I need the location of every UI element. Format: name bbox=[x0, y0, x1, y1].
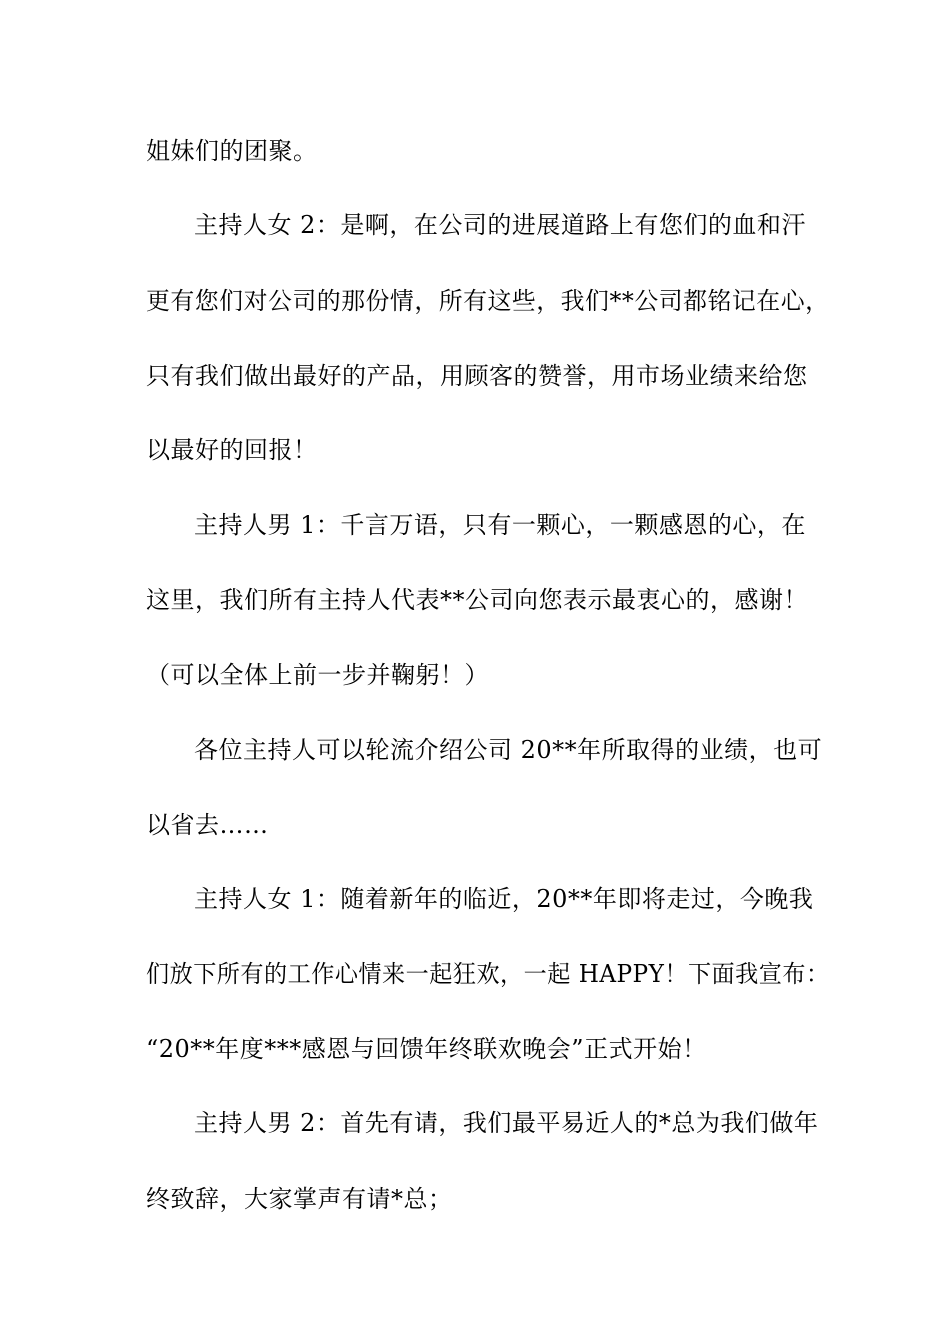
paragraph-line: 主持人男 2：首先有请，我们最平易近人的*总为我们做年 bbox=[194, 1109, 819, 1137]
text-line: 姐妹们的团聚。 bbox=[146, 137, 318, 165]
text-line: 以省去…… bbox=[146, 811, 269, 839]
text-line: 这里，我们所有主持人代表**公司向您表示最衷心的，感谢！ bbox=[146, 586, 808, 614]
paragraph-line: 各位主持人可以轮流介绍公司 20**年所取得的业绩，也可 bbox=[194, 736, 823, 764]
text-line: 终致辞，大家掌声有请*总； bbox=[146, 1185, 453, 1213]
text-line: “20**年度***感恩与回馈年终联欢晚会”正式开始！ bbox=[146, 1035, 707, 1063]
text-line: 更有您们对公司的那份情，所有这些，我们**公司都铭记在心， bbox=[146, 287, 830, 315]
text-line: （可以全体上前一步并鞠躬！） bbox=[146, 661, 489, 689]
paragraph-line: 主持人男 1：千言万语，只有一颗心，一颗感恩的心，在 bbox=[194, 511, 806, 539]
paragraph-line: 主持人女 2：是啊，在公司的进展道路上有您们的血和汗 bbox=[194, 211, 806, 239]
text-line: 只有我们做出最好的产品，用顾客的赞誉，用市场业绩来给您 bbox=[146, 362, 808, 390]
paragraph-line: 主持人女 1：随着新年的临近，20**年即将走过，今晚我 bbox=[194, 885, 814, 913]
text-line: 们放下所有的工作心情来一起狂欢，一起 HAPPY！下面我宣布： bbox=[146, 960, 830, 988]
text-line: 以最好的回报！ bbox=[146, 436, 318, 464]
